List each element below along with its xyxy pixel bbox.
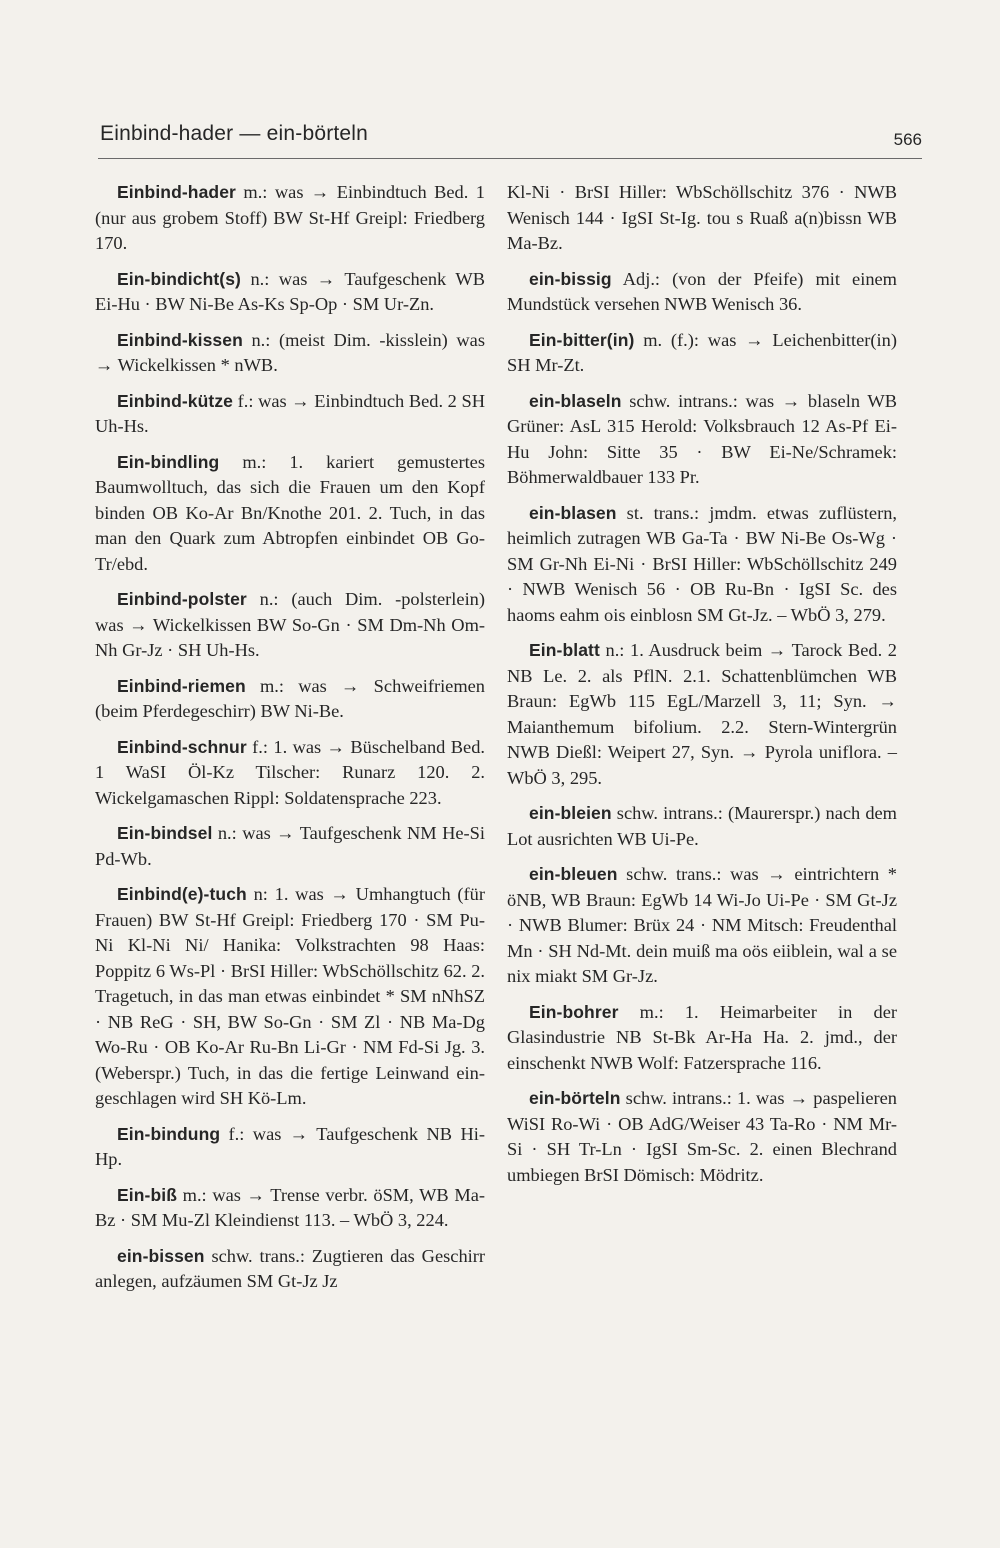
entry-text: m. (f.): was → Leichenbitter(in) SH Mr-Zt.	[507, 329, 897, 375]
entry-lemma: ein-blaseln	[529, 390, 622, 411]
entry-text: schw. intrans.: was → blaseln WB Grüner: AsL 315 Herold: Volksbrauch 12 As-Pf Ei-Hu John: Sitte 35 · BW Ei-Ne/Schramek: Böhmerwaldbauer 133 Pr.	[507, 390, 897, 487]
running-head	[98, 118, 922, 159]
right-column	[507, 180, 897, 1198]
entry-lemma: Einbind-schnur	[117, 736, 247, 757]
entry-lemma: Ein-bindicht(s)	[117, 268, 241, 289]
entry-lemma: ein-blasen	[529, 502, 617, 523]
left-column	[95, 180, 485, 1305]
entry-lemma: Ein-bindsel	[117, 823, 213, 843]
dictionary-entry	[507, 638, 897, 791]
entry-lemma: Ein-bindling	[117, 451, 220, 472]
dictionary-entry	[95, 1122, 485, 1173]
dictionary-entry	[507, 501, 897, 629]
dictionary-entry	[507, 267, 897, 318]
dictionary-entry	[95, 735, 485, 812]
entry-text: st. trans.: jmdm. etwas zuflüstern, heimlich zutragen WB Ga-Ta · BW Ni-Be Os-Wg · SM Gr-Nh Ei-Ni · BrSI Hiller: WbSchöllschitz 249 · NWB Wenisch 56 · OB Ru-Bn · IgSI Sc. des haoms eahm ois einblosn SM Gt-Jz. – WbÖ 3, 279.	[507, 502, 897, 625]
entry-lemma: ein-bleien	[529, 803, 612, 823]
entry-text: m.: 1. kariert gemustertes Baumwolltuch, das sich die Frauen um den Kopf binden OB Ko-Ar Bn/Knothe 201. 2. Tuch, in das man den Quark zum Abtropfen einbindet OB Go-Tr/ebd.	[95, 451, 485, 574]
dictionary-entry-continued	[507, 180, 897, 257]
dictionary-entry	[95, 450, 485, 578]
dictionary-entry	[95, 821, 485, 872]
entry-lemma: Ein-bindung	[117, 1123, 221, 1144]
dictionary-entry	[95, 674, 485, 725]
entry-text: f.: was → Taufgeschenk NB Hi-Hp.	[95, 1123, 485, 1169]
entry-text: n.: was → Taufgeschenk WB Ei-Hu · BW Ni-Be As-Ks Sp-Op · SM Ur-Zn.	[95, 268, 485, 314]
entry-lemma: Ein-blatt	[529, 640, 600, 660]
entry-text: f.: 1. was → Büschelband Bed. 1 WaSI Öl-Kz Tilscher: Runarz 120. 2. Wickelgamaschen Rippl: Soldatensprache 223.	[95, 736, 485, 808]
entry-text: schw. trans.: was → eintrichtern * öNB, WB Braun: EgWb 14 Wi-Jo Ui-Pe · SM Gt-Jz · NWB Blumer: Brüx 24 · NM Mitsch: Freudenthal Mn · SH Nd-Mt. dein muiß ma oös eiiblein, wal a se nix miakt SM Gr-Jz.	[507, 864, 897, 986]
running-head-title: Einbind-hader — ein-börteln	[100, 122, 369, 145]
dictionary-entry	[507, 389, 897, 491]
entry-lemma: Einbind-kütze	[117, 390, 234, 411]
entry-lemma: Einbind(e)-tuch	[117, 884, 247, 904]
entry-lemma: ein-börteln	[529, 1088, 621, 1108]
entry-lemma: Einbind-kissen	[117, 329, 243, 350]
entry-text: m.: 1. Heimarbeiter in der Glasindustrie NB St-Bk Ar-Ha Ha. 2. jmd., der einschenkt NWB Wolf: Fatzersprache 116.	[507, 1001, 897, 1073]
entry-lemma: Ein-bohrer	[529, 1001, 619, 1022]
entry-text: n.: (auch Dim. -polsterlein) was → Wickelkissen BW So-Gn · SM Dm-Nh Om-Nh Gr-Jz · SH Uh-Hs.	[95, 589, 485, 660]
dictionary-entry	[95, 389, 485, 440]
dictionary-entry	[507, 1086, 897, 1188]
entry-lemma: Einbind-polster	[117, 589, 247, 609]
entry-lemma: Ein-biß	[117, 1184, 177, 1205]
dictionary-entry	[507, 801, 897, 852]
entry-lemma: ein-bleuen	[529, 864, 618, 884]
entry-text: n.: (meist Dim. -kisslein) was → Wickelkissen * nWB.	[95, 329, 485, 375]
dictionary-entry	[95, 328, 485, 379]
entry-text: schw. intrans.: 1. was → paspelieren WiSI Ro-Wi · OB AdG/Weiser 43 Ta-Ro · NM Mr-Si · SH Tr-Ln · IgSI Sm-Sc. 2. einen Blechrand umbiegen BrSI Dömisch: Mödritz.	[507, 1088, 897, 1185]
entry-text: Kl-Ni · BrSI Hiller: WbSchöllschitz 376 · NWB Wenisch 144 · IgSI St-Ig. tou s Ruaß a(n)bissn WB Ma-Bz.	[507, 182, 897, 253]
dictionary-entry	[95, 1183, 485, 1234]
page-number: 566	[893, 130, 922, 149]
dictionary-entry	[507, 1000, 897, 1077]
entry-text: schw. intrans.: (Maurerspr.) nach dem Lot ausrichten WB Ui-Pe.	[507, 803, 897, 849]
dictionary-entry	[95, 882, 485, 1112]
dictionary-entry	[95, 267, 485, 318]
entry-lemma: ein-bissen	[117, 1245, 205, 1266]
entry-text: m.: was → Schweifriemen (beim Pferdegeschirr) BW Ni-Be.	[95, 675, 485, 721]
entry-text: n.: was → Taufgeschenk NM He-Si Pd-Wb.	[95, 823, 485, 869]
dictionary-entry	[95, 180, 485, 257]
entry-lemma: Einbind-hader	[117, 182, 236, 202]
entry-lemma: ein-bissig	[529, 268, 612, 289]
entry-text: schw. trans.: Zugtieren das Geschirr anlegen, aufzäumen SM Gt-Jz Jz	[95, 1245, 485, 1291]
entry-text: n: 1. was → Umhangtuch (für Frauen) BW St-Hf Greipl: Friedberg 170 · SM Pu-Ni Kl-Ni Ni/ Hanika: Volkstrachten 98 Haas: Poppitz 6 Ws-Pl · BrSI Hiller: WbSchöllschitz 62. 2. Tragetuch, in das man etwas einbindet * SM nNhSZ · NB ReG · SH, BW So-Gn · SM Zl · NB Ma-Dg Wo-Ru · OB Ko-Ar Ru-Bn Li-Gr · NM Fd-Si Jg. 3. (Weberspr.) Tuch, in das die fertige Leinwand eingeschlagen wird SH Kö-Lm.	[95, 884, 485, 1108]
entry-text: n.: 1. Ausdruck beim → Tarock Bed. 2 NB Le. 2. als PflN. 2.1. Schattenblümchen WB Braun: EgWb 115 EgL/Marzell 3, 11; Syn. → Maianthemum bifolium. 2.2. Stern-Wintergrün NWB Dießl: Weipert 27, Syn. → Pyrola uniflora. – WbÖ 3, 295.	[507, 640, 897, 788]
dictionary-entry	[507, 328, 897, 379]
entry-text: Adj.: (von der Pfeife) mit einem Mundstück versehen NWB Wenisch 36.	[507, 268, 897, 314]
entry-text: f.: was → Einbindtuch Bed. 2 SH Uh-Hs.	[95, 390, 485, 436]
dictionary-entry	[95, 587, 485, 664]
entry-lemma: Einbind-riemen	[117, 675, 246, 696]
dictionary-entry	[507, 862, 897, 990]
entry-lemma: Ein-bitter(in)	[529, 329, 635, 350]
entry-text: m.: was → Einbindtuch Bed. 1 (nur aus grobem Stoff) BW St-Hf Greipl: Friedberg 170.	[95, 182, 485, 253]
entry-text: m.: was → Trense verbr. öSM, WB Ma-Bz · SM Mu-Zl Kleindienst 113. – WbÖ 3, 224.	[95, 1184, 485, 1230]
dictionary-entry	[95, 1244, 485, 1295]
